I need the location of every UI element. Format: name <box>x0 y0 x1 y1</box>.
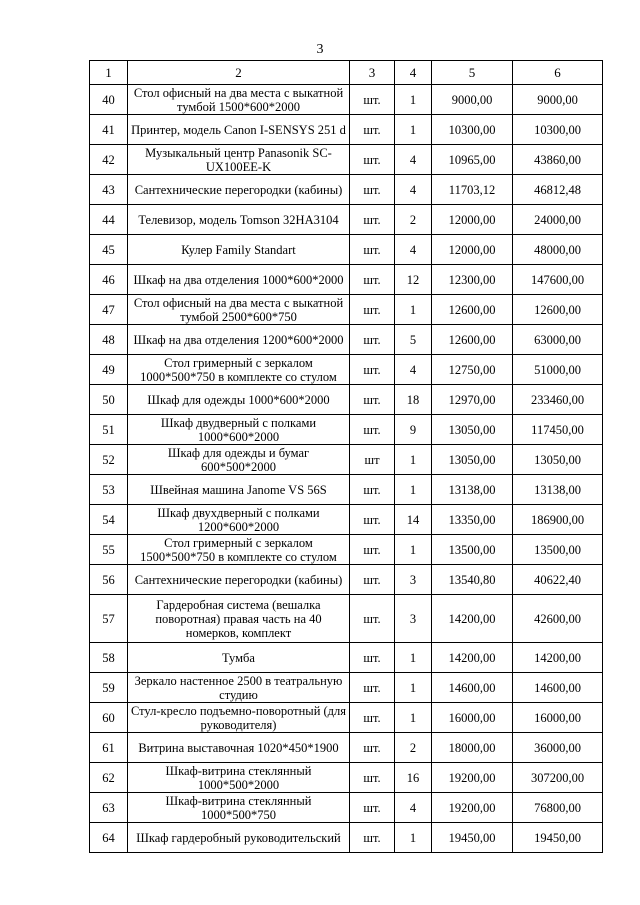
header-cell-price: 5 <box>432 61 513 85</box>
row-number-cell: 58 <box>90 643 128 673</box>
quantity-cell: 3 <box>395 565 432 595</box>
unit-cell: шт. <box>350 703 395 733</box>
price-cell: 13050,00 <box>432 445 513 475</box>
unit-cell: шт. <box>350 793 395 823</box>
price-cell: 12600,00 <box>432 325 513 355</box>
item-name-cell: Шкаф для одежды и бумаг 600*500*2000 <box>128 445 350 475</box>
row-number-cell: 62 <box>90 763 128 793</box>
inventory-table <box>89 60 603 853</box>
item-name-cell: Зеркало настенное 2500 в театральную студию <box>128 673 350 703</box>
total-cell: 12600,00 <box>513 295 603 325</box>
price-cell: 13050,00 <box>432 415 513 445</box>
item-name-cell: Швейная машина Janome VS 56S <box>128 475 350 505</box>
table-row <box>90 643 603 673</box>
item-name-cell: Стул-кресло подъемно-поворотный (для руководителя) <box>128 703 350 733</box>
total-cell: 16000,00 <box>513 703 603 733</box>
header-cell-number: 1 <box>90 61 128 85</box>
row-number-cell: 54 <box>90 505 128 535</box>
table-row <box>90 235 603 265</box>
total-cell: 13500,00 <box>513 535 603 565</box>
price-cell: 14200,00 <box>432 643 513 673</box>
total-cell: 147600,00 <box>513 265 603 295</box>
total-cell: 43860,00 <box>513 145 603 175</box>
row-number-cell: 48 <box>90 325 128 355</box>
item-name-cell: Стол офисный на два места с выкатной тумбой 2500*600*750 <box>128 295 350 325</box>
quantity-cell: 5 <box>395 325 432 355</box>
quantity-cell: 14 <box>395 505 432 535</box>
price-cell: 19450,00 <box>432 823 513 853</box>
row-number-cell: 52 <box>90 445 128 475</box>
unit-cell: шт. <box>350 175 395 205</box>
table-row <box>90 265 603 295</box>
unit-cell: шт. <box>350 85 395 115</box>
table-row <box>90 115 603 145</box>
table-row <box>90 535 603 565</box>
unit-cell: шт. <box>350 415 395 445</box>
total-cell: 10300,00 <box>513 115 603 145</box>
table-row <box>90 325 603 355</box>
row-number-cell: 55 <box>90 535 128 565</box>
quantity-cell: 12 <box>395 265 432 295</box>
item-name-cell: Витрина выставочная 1020*450*1900 <box>128 733 350 763</box>
unit-cell: шт. <box>350 763 395 793</box>
price-cell: 12750,00 <box>432 355 513 385</box>
table-row <box>90 823 603 853</box>
row-number-cell: 63 <box>90 793 128 823</box>
price-cell: 13350,00 <box>432 505 513 535</box>
price-cell: 13138,00 <box>432 475 513 505</box>
table-row <box>90 703 603 733</box>
total-cell: 36000,00 <box>513 733 603 763</box>
item-name-cell: Шкаф-витрина стеклянный 1000*500*2000 <box>128 763 350 793</box>
row-number-cell: 64 <box>90 823 128 853</box>
table-row <box>90 175 603 205</box>
price-cell: 14600,00 <box>432 673 513 703</box>
row-number-cell: 46 <box>90 265 128 295</box>
item-name-cell: Тумба <box>128 643 350 673</box>
total-cell: 46812,48 <box>513 175 603 205</box>
item-name-cell: Стол офисный на два места с выкатной тумбой 1500*600*2000 <box>128 85 350 115</box>
unit-cell: шт. <box>350 733 395 763</box>
price-cell: 14200,00 <box>432 595 513 643</box>
quantity-cell: 18 <box>395 385 432 415</box>
total-cell: 42600,00 <box>513 595 603 643</box>
price-cell: 19200,00 <box>432 793 513 823</box>
price-cell: 12970,00 <box>432 385 513 415</box>
unit-cell: шт. <box>350 505 395 535</box>
unit-cell: шт. <box>350 145 395 175</box>
header-row <box>90 61 603 85</box>
row-number-cell: 51 <box>90 415 128 445</box>
unit-cell: шт. <box>350 115 395 145</box>
unit-cell: шт. <box>350 535 395 565</box>
total-cell: 13050,00 <box>513 445 603 475</box>
quantity-cell: 3 <box>395 595 432 643</box>
quantity-cell: 16 <box>395 763 432 793</box>
quantity-cell: 4 <box>395 175 432 205</box>
total-cell: 9000,00 <box>513 85 603 115</box>
unit-cell: шт. <box>350 265 395 295</box>
item-name-cell: Шкаф на два отделения 1000*600*2000 <box>128 265 350 295</box>
row-number-cell: 47 <box>90 295 128 325</box>
table-header <box>90 61 603 85</box>
total-cell: 48000,00 <box>513 235 603 265</box>
item-name-cell: Шкаф гардеробный руководительский <box>128 823 350 853</box>
row-number-cell: 60 <box>90 703 128 733</box>
table-row <box>90 445 603 475</box>
unit-cell: шт. <box>350 205 395 235</box>
row-number-cell: 59 <box>90 673 128 703</box>
total-cell: 13138,00 <box>513 475 603 505</box>
table-row <box>90 505 603 535</box>
unit-cell: шт. <box>350 475 395 505</box>
quantity-cell: 1 <box>395 643 432 673</box>
quantity-cell: 1 <box>395 823 432 853</box>
total-cell: 19450,00 <box>513 823 603 853</box>
header-cell-quantity: 4 <box>395 61 432 85</box>
item-name-cell: Шкаф для одежды 1000*600*2000 <box>128 385 350 415</box>
price-cell: 12000,00 <box>432 235 513 265</box>
quantity-cell: 4 <box>395 355 432 385</box>
row-number-cell: 50 <box>90 385 128 415</box>
price-cell: 9000,00 <box>432 85 513 115</box>
row-number-cell: 45 <box>90 235 128 265</box>
price-cell: 10300,00 <box>432 115 513 145</box>
quantity-cell: 4 <box>395 235 432 265</box>
unit-cell: шт. <box>350 823 395 853</box>
row-number-cell: 42 <box>90 145 128 175</box>
table-row <box>90 415 603 445</box>
price-cell: 13540,80 <box>432 565 513 595</box>
row-number-cell: 57 <box>90 595 128 643</box>
quantity-cell: 1 <box>395 85 432 115</box>
price-cell: 16000,00 <box>432 703 513 733</box>
quantity-cell: 1 <box>395 703 432 733</box>
unit-cell: шт. <box>350 595 395 643</box>
quantity-cell: 1 <box>395 295 432 325</box>
table-row <box>90 763 603 793</box>
price-cell: 13500,00 <box>432 535 513 565</box>
table-row <box>90 793 603 823</box>
item-name-cell: Стол гримерный с зеркалом 1000*500*750 в комплекте со стулом <box>128 355 350 385</box>
total-cell: 307200,00 <box>513 763 603 793</box>
table-body <box>90 85 603 853</box>
item-name-cell: Кулер Family Standart <box>128 235 350 265</box>
item-name-cell: Сантехнические перегородки (кабины) <box>128 565 350 595</box>
quantity-cell: 4 <box>395 793 432 823</box>
table-row <box>90 595 603 643</box>
unit-cell: шт. <box>350 565 395 595</box>
table-row <box>90 85 603 115</box>
total-cell: 117450,00 <box>513 415 603 445</box>
header-cell-unit: 3 <box>350 61 395 85</box>
row-number-cell: 44 <box>90 205 128 235</box>
total-cell: 24000,00 <box>513 205 603 235</box>
quantity-cell: 1 <box>395 673 432 703</box>
table-row <box>90 145 603 175</box>
total-cell: 186900,00 <box>513 505 603 535</box>
quantity-cell: 9 <box>395 415 432 445</box>
total-cell: 233460,00 <box>513 385 603 415</box>
unit-cell: шт. <box>350 295 395 325</box>
item-name-cell: Шкаф на два отделения 1200*600*2000 <box>128 325 350 355</box>
quantity-cell: 1 <box>395 445 432 475</box>
item-name-cell: Сантехнические перегородки (кабины) <box>128 175 350 205</box>
table-row <box>90 565 603 595</box>
table-row <box>90 355 603 385</box>
row-number-cell: 61 <box>90 733 128 763</box>
unit-cell: шт <box>350 445 395 475</box>
item-name-cell: Шкаф-витрина стеклянный 1000*500*750 <box>128 793 350 823</box>
table-row <box>90 295 603 325</box>
unit-cell: шт. <box>350 385 395 415</box>
page-number: 3 <box>316 42 324 57</box>
item-name-cell: Гардеробная система (вешалка поворотная) правая часть на 40 номерков, комплект <box>128 595 350 643</box>
table-row <box>90 475 603 505</box>
header-cell-name: 2 <box>128 61 350 85</box>
quantity-cell: 1 <box>395 535 432 565</box>
item-name-cell: Шкаф двудверный с полками 1000*600*2000 <box>128 415 350 445</box>
item-name-cell: Телевизор, модель Tomson 32HA3104 <box>128 205 350 235</box>
total-cell: 14200,00 <box>513 643 603 673</box>
header-cell-total: 6 <box>513 61 603 85</box>
row-number-cell: 40 <box>90 85 128 115</box>
item-name-cell: Принтер, модель Canon I-SENSYS 251 d <box>128 115 350 145</box>
row-number-cell: 56 <box>90 565 128 595</box>
total-cell: 63000,00 <box>513 325 603 355</box>
price-cell: 12300,00 <box>432 265 513 295</box>
price-cell: 12000,00 <box>432 205 513 235</box>
unit-cell: шт. <box>350 673 395 703</box>
quantity-cell: 1 <box>395 475 432 505</box>
row-number-cell: 53 <box>90 475 128 505</box>
quantity-cell: 2 <box>395 733 432 763</box>
item-name-cell: Шкаф двухдверный с полками 1200*600*2000 <box>128 505 350 535</box>
item-name-cell: Стол гримерный с зеркалом 1500*500*750 в комплекте со стулом <box>128 535 350 565</box>
unit-cell: шт. <box>350 325 395 355</box>
table-row <box>90 205 603 235</box>
price-cell: 19200,00 <box>432 763 513 793</box>
price-cell: 18000,00 <box>432 733 513 763</box>
price-cell: 10965,00 <box>432 145 513 175</box>
quantity-cell: 4 <box>395 145 432 175</box>
table-row <box>90 385 603 415</box>
unit-cell: шт. <box>350 235 395 265</box>
row-number-cell: 49 <box>90 355 128 385</box>
unit-cell: шт. <box>350 643 395 673</box>
price-cell: 12600,00 <box>432 295 513 325</box>
item-name-cell: Музыкальный центр Panasonik SC-UX100EE-K <box>128 145 350 175</box>
table-row <box>90 733 603 763</box>
total-cell: 51000,00 <box>513 355 603 385</box>
row-number-cell: 41 <box>90 115 128 145</box>
total-cell: 14600,00 <box>513 673 603 703</box>
quantity-cell: 2 <box>395 205 432 235</box>
quantity-cell: 1 <box>395 115 432 145</box>
row-number-cell: 43 <box>90 175 128 205</box>
total-cell: 40622,40 <box>513 565 603 595</box>
price-cell: 11703,12 <box>432 175 513 205</box>
table-row <box>90 673 603 703</box>
total-cell: 76800,00 <box>513 793 603 823</box>
unit-cell: шт. <box>350 355 395 385</box>
